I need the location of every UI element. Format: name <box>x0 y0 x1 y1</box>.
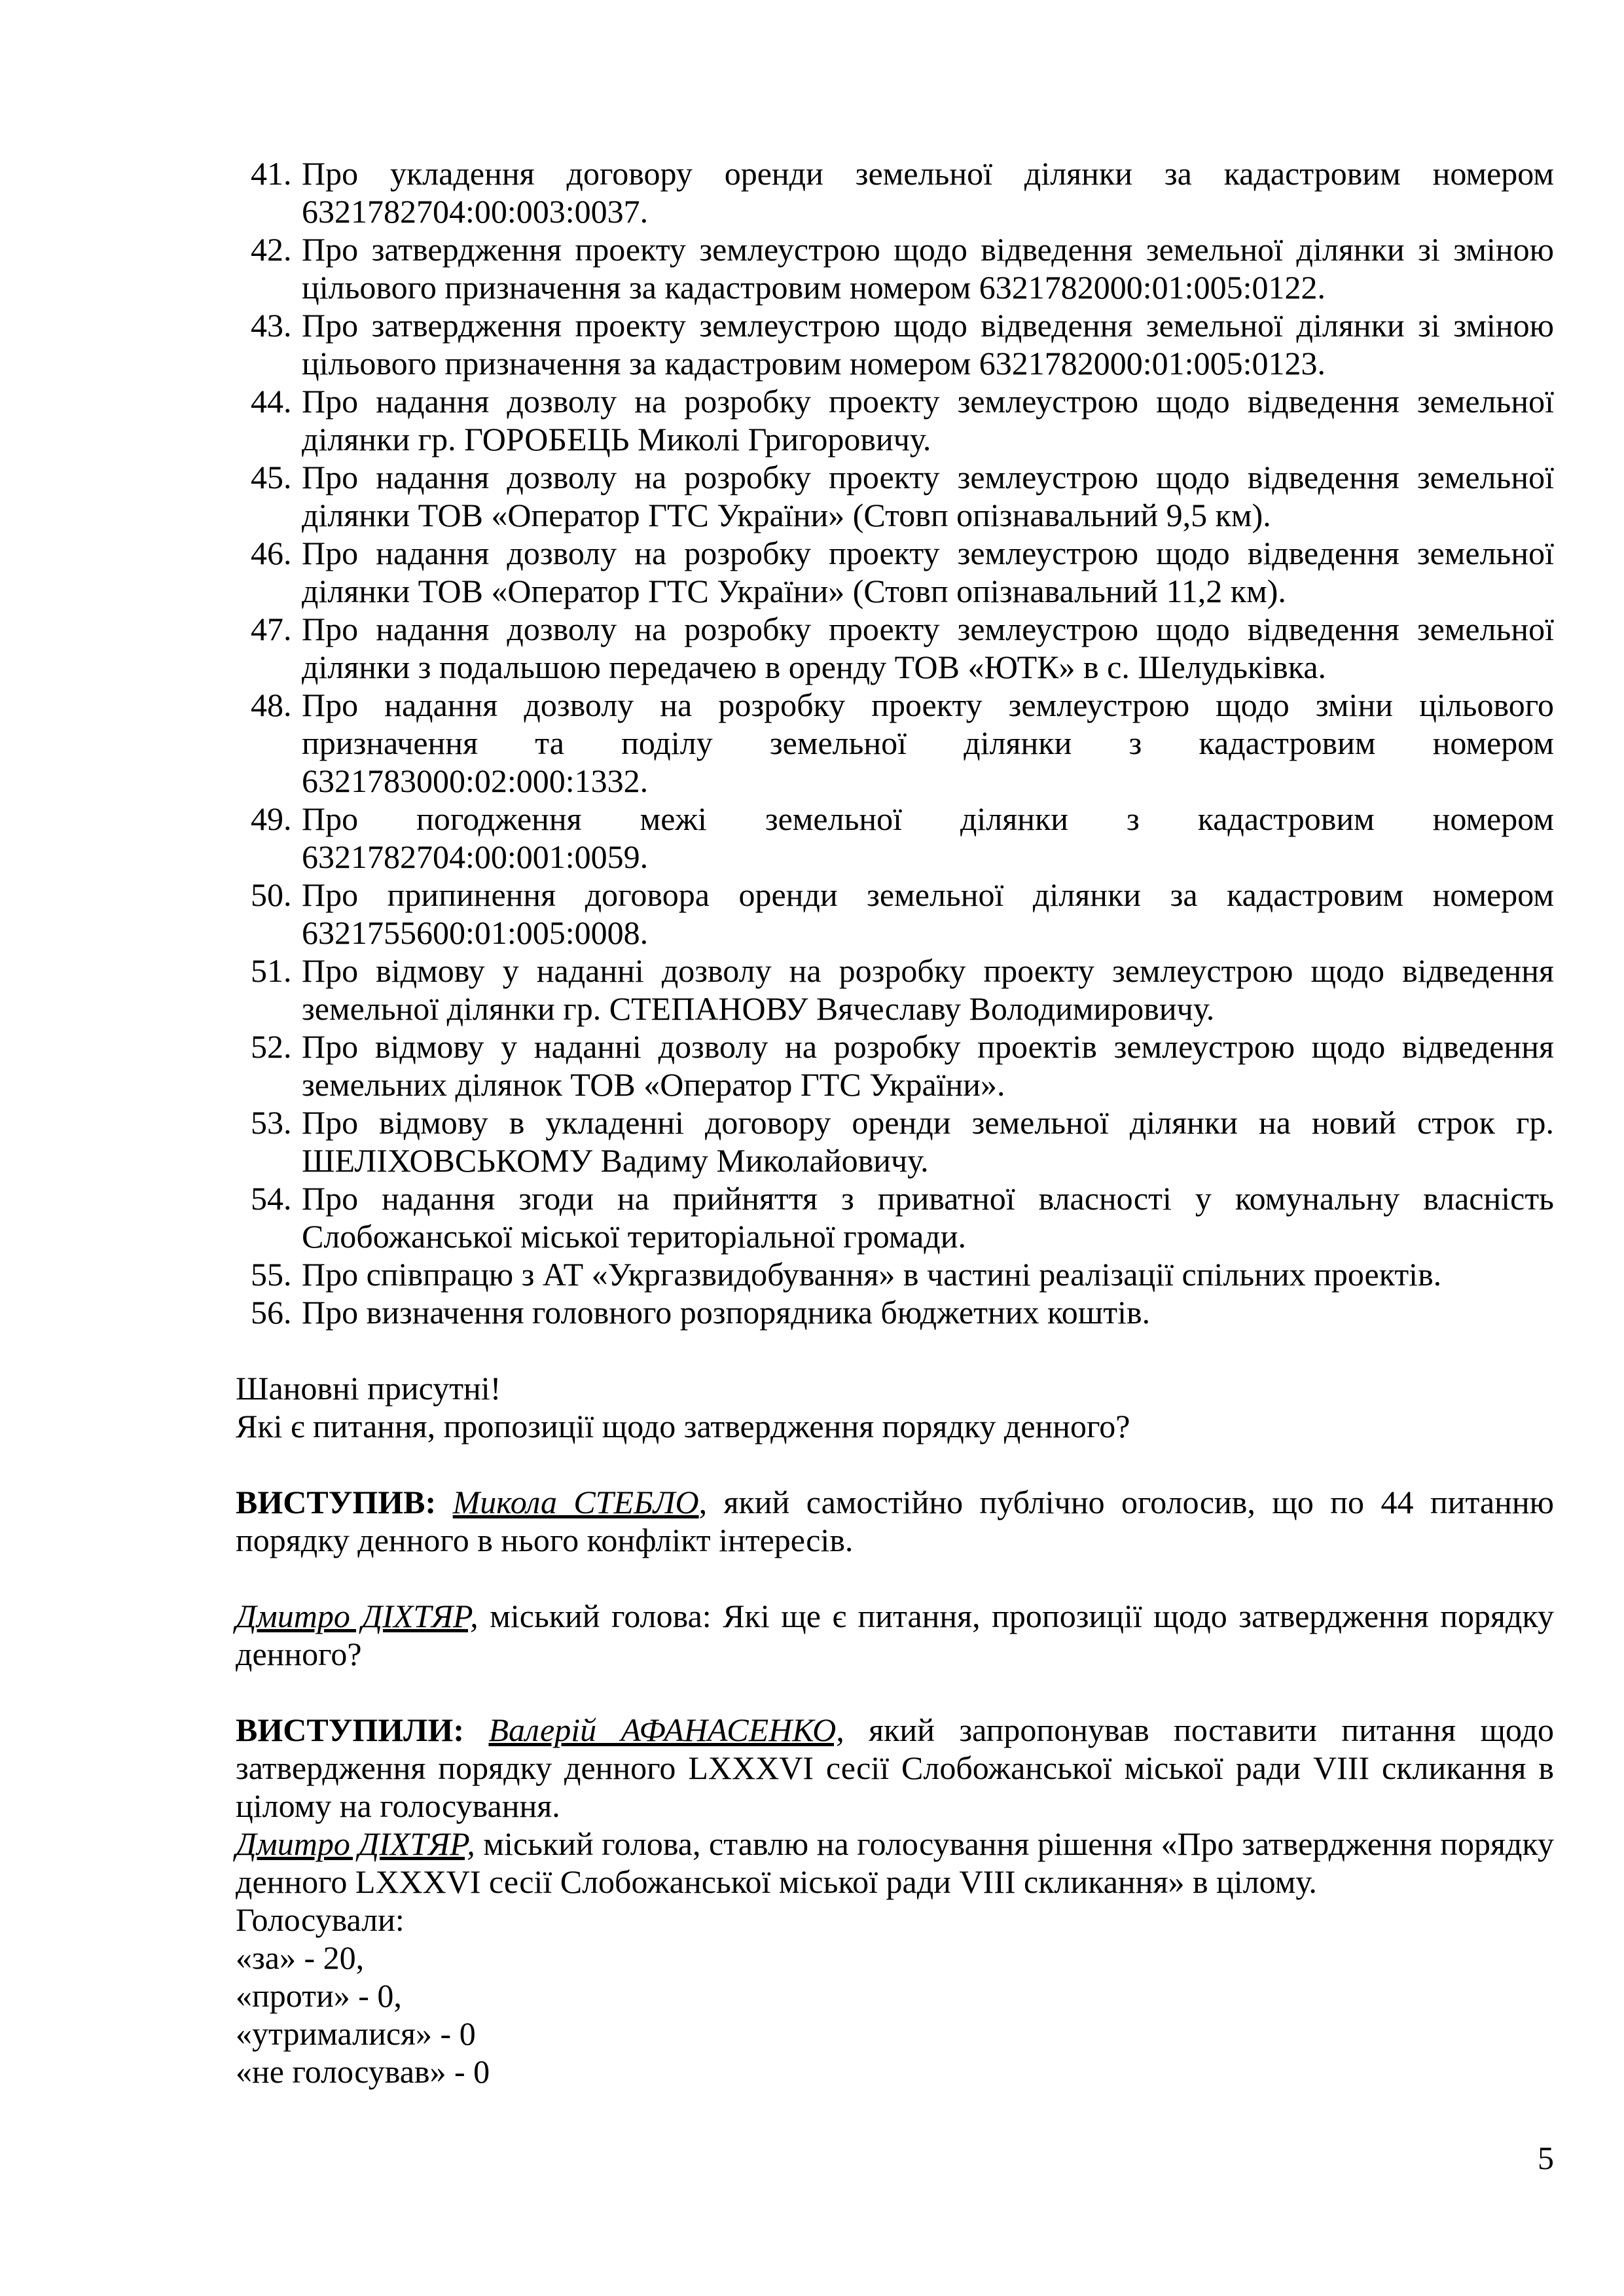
agenda-item: 43. Про затвердження проекту землеустрою щодо відведення земельної ділянки зі зміною цільового призначення за кадастровим номером 6321782000:01:005:0123. <box>251 307 1554 382</box>
speaker-name: Дмитро ДІХТЯР, <box>236 1598 478 1634</box>
agenda-item: 52. Про відмову у наданні дозволу на розробку проектів землеустрою щодо відведення земельних ділянок ТОВ «Оператор ГТС України». <box>251 1028 1554 1103</box>
agenda-item: 42. Про затвердження проекту землеустрою щодо відведення земельної ділянки зі зміною цільового призначення за кадастровим номером 6321782000:01:005:0122. <box>251 231 1554 306</box>
document-body <box>236 154 1554 2090</box>
spacer <box>236 1445 1554 1483</box>
speech-afanasenko: ВИСТУПИЛИ: Валерій АФАНАСЕНКО, який запропонував поставити питання щодо затвердження порядку денного LXXXVI сесії Слобожанської міської ради VIII скликання в цілому на голосування. <box>236 1712 1555 1824</box>
greeting: Шановні присутні! <box>236 1370 501 1407</box>
speech-label: ВИСТУПИВ: <box>236 1484 437 1520</box>
agenda-item: 45. Про надання дозволу на розробку проекту землеустрою щодо відведення земельної ділянки ТОВ «Оператор ГТС України» (Стовп опізнавальний 9,5 км). <box>251 459 1554 533</box>
agenda-item: 49. Про погодження межі земельної ділянки з кадастровим номером 6321782704:00:001:0059. <box>251 800 1554 875</box>
agenda-item: 44. Про надання дозволу на розробку проекту землеустрою щодо відведення земельної ділянки гр. ГОРОБЕЦЬ Миколі Григоровичу. <box>251 383 1554 457</box>
agenda-item: 50. Про припинення договора оренди земельної ділянки за кадастровим номером 6321755600:01:005:0008. <box>251 876 1554 951</box>
agenda-item: 47. Про надання дозволу на розробку проекту землеустрою щодо відведення земельної ділянки з подальшою передачею в оренду ТОВ «ЮТК» в с. Шелудьківка. <box>251 611 1554 685</box>
agenda-item: 48. Про надання дозволу на розробку проекту землеустрою щодо зміни цільового призначення та поділу земельної ділянки з кадастровим номером 6321783000:02:000:1332. <box>251 687 1554 799</box>
vote-against: «проти» - 0, <box>236 1977 402 2014</box>
vote-abstained: «утрималися» - 0 <box>236 2015 476 2052</box>
spacer <box>236 1331 1554 1369</box>
agenda-item: 51. Про відмову у наданні дозволу на розробку проекту землеустрою щодо відведення земельної ділянки гр. СТЕПАНОВУ Вячеславу Володимировичу. <box>251 952 1554 1027</box>
agenda-list <box>236 154 1554 1331</box>
vote-for: «за» - 20, <box>236 1939 365 1976</box>
page-number: 5 <box>1538 2140 1554 2176</box>
spacer <box>236 1673 1554 1711</box>
agenda-item: 54. Про надання згоди на прийняття з приватної власності у комунальну власність Слобожанської міської територіальної громади. <box>251 1180 1554 1255</box>
speech-stebl: ВИСТУПИВ: Микола СТЕБЛО, який самостійно публічно оголосив, що по 44 питанню порядку денного в нього конфлікт інтересів. <box>236 1484 1554 1558</box>
agenda-item: 55. Про співпрацю з АТ «Укргазвидобування» в частині реалізації спільних проектів. <box>251 1256 1442 1293</box>
speech-label: ВИСТУПИЛИ: <box>236 1712 464 1748</box>
agenda-item: 53. Про відмову в укладенні договору оренди земельної ділянки на новий строк гр. ШЕЛІХОВСЬКОМУ Вадиму Миколайовичу. <box>251 1104 1554 1179</box>
agenda-item: 46. Про надання дозволу на розробку проекту землеустрою щодо відведення земельної ділянки ТОВ «Оператор ГТС України» (Стовп опізнавальний 11,2 км). <box>251 535 1554 609</box>
speaker-name: Валерій АФАНАСЕНКО, <box>488 1712 844 1748</box>
agenda-item: 41. Про укладення договору оренди земельної ділянки за кадастровим номером 6321782704:00:003:0037. <box>251 155 1554 230</box>
agenda-item: 56. Про визначення головного розпорядника бюджетних коштів. <box>251 1294 1151 1331</box>
speech-dikhtiar: Дмитро ДІХТЯР, міський голова: Які ще є питання, пропозиції щодо затвердження порядку денного? <box>236 1598 1554 1672</box>
speaker-name: Дмитро ДІХТЯР, <box>236 1825 475 1862</box>
question: Які є питання, пропозиції щодо затвердження порядку денного? <box>236 1408 1130 1444</box>
voting-title: Голосували: <box>236 1901 405 1938</box>
speech-dikhtiar-vote: Дмитро ДІХТЯР, міський голова, ставлю на голосування рішення «Про затвердження порядку денного LXXXVI сесії Слобожанської міської ради VIII скликання» в цілому. <box>236 1825 1555 1900</box>
vote-not-voted: «не голосував» - 0 <box>236 2053 490 2090</box>
spacer <box>236 1559 1554 1597</box>
speaker-name: Микола СТЕБЛО <box>452 1484 699 1520</box>
